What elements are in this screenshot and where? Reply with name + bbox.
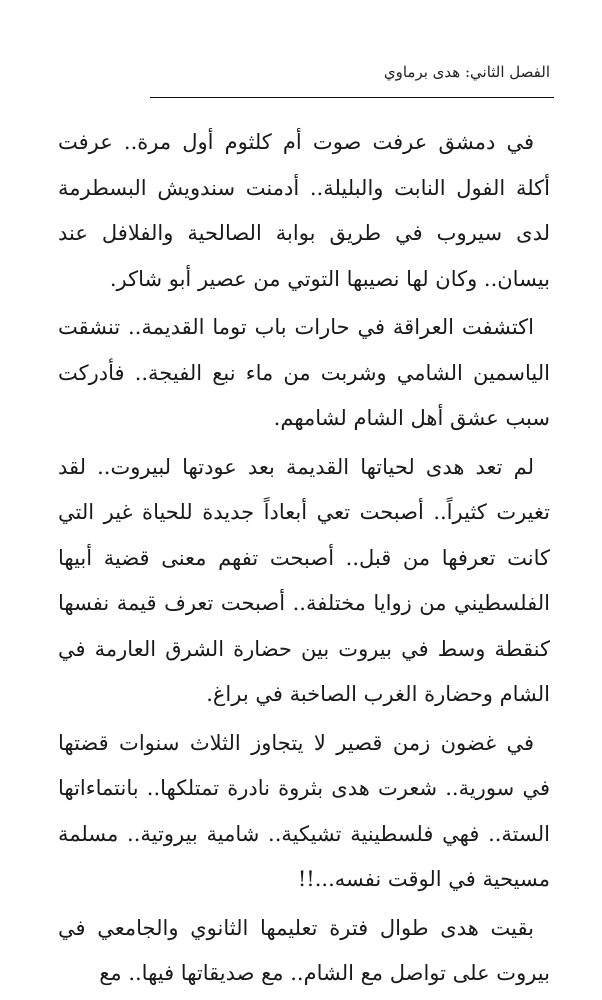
running-header: الفصل الثاني: هدى برماوي xyxy=(383,63,550,81)
body-text xyxy=(58,120,550,1000)
header-rule xyxy=(150,97,554,98)
paragraph: بقيت هدى طوال فترة تعليمها الثانوي والجامعي في بيروت على تواصل مع الشام.. مع صديقاتها فيها.. مع xyxy=(58,915,550,985)
paragraph: في غضون زمن قصير لا يتجاوز الثلاث سنوات قضتها في سورية.. شعرت هدى بثروة نادرة تمتلكها.. بانتماءاتها الستة.. فهي فلسطينية تشيكية.. شامية بيروتية.. مسلمة مسيحية في الوقت نفسه...!! xyxy=(58,730,550,891)
paragraph: لم تعد هدى لحياتها القديمة بعد عودتها لبيروت.. لقد تغيرت كثيراً.. أصبحت تعي أبعاداً جديدة للحياة غير التي كانت تعرفها من قبل.. أصبحت تفهم معنى قضية أبيها الفلسطيني من زوايا مختلفة.. أصبحت تعرف قيمة نفسها كنقطة وسط في بيروت بين حضارة الشرق العارمة في الشام وحضارة الغرب الصاخبة في براغ. xyxy=(58,454,550,706)
paragraph: اكتشفت العراقة في حارات باب توما القديمة.. تنشقت الياسمين الشامي وشربت من ماء نبع الفيجة.. فأدركت سبب عشق أهل الشام لشامهم. xyxy=(58,315,550,430)
paragraph: في دمشق عرفت صوت أم كلثوم أول مرة.. عرفت أكلة الفول النابت والبليلة.. أدمنت سندويش البسطرمة لدى سيروب في طريق بوابة الصالحية والفلافل عند بيسان.. وكان لها نصيبها التوتي من عصير أبو شاكر. xyxy=(58,130,550,291)
